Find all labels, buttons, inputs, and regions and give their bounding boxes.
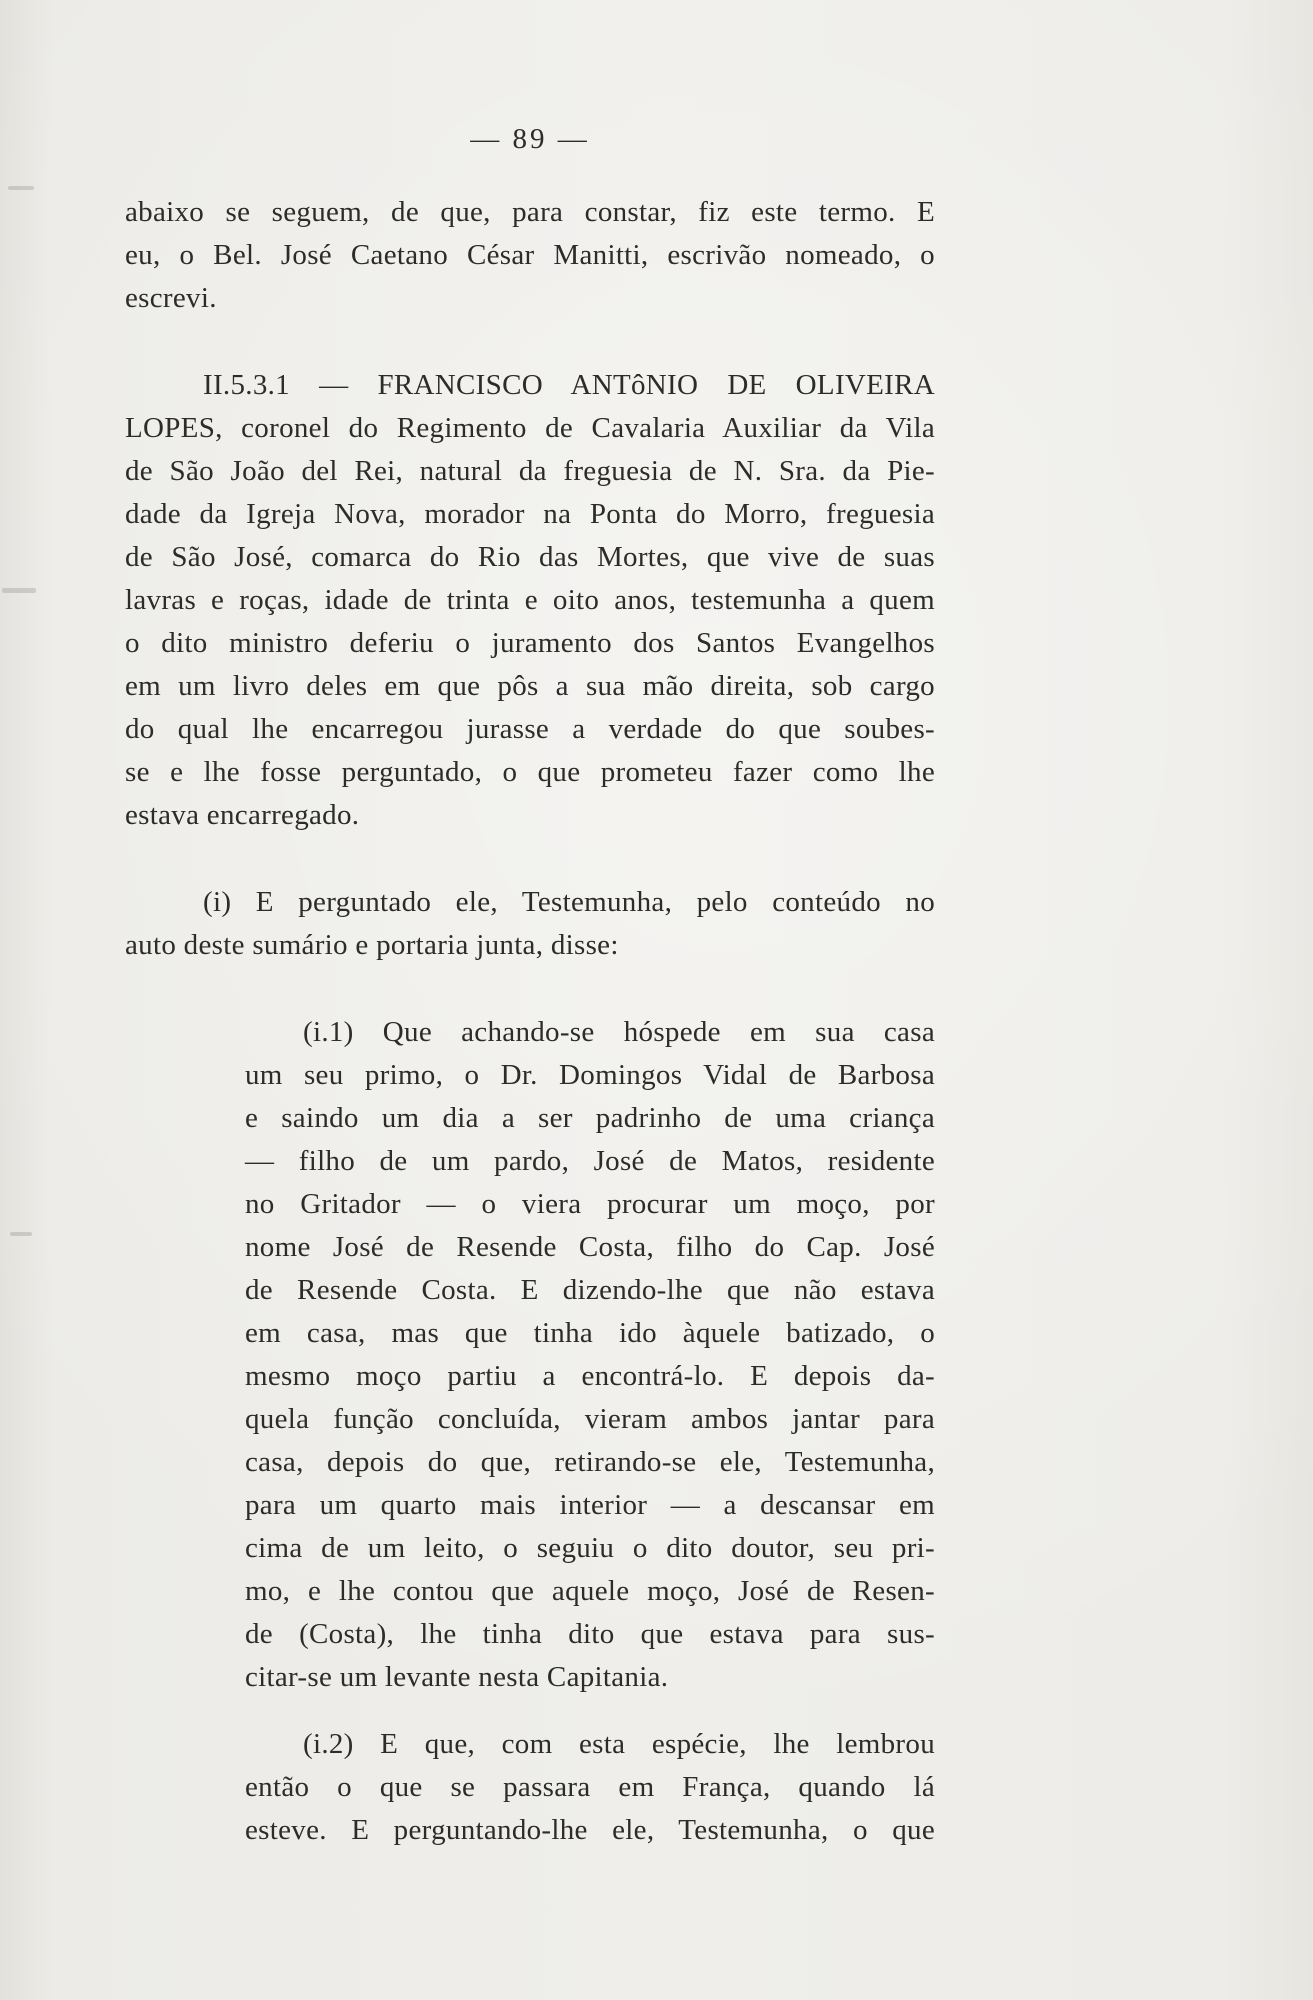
text-line: casa, depois do que, retirando-se ele, Testemunha, bbox=[245, 1446, 935, 1478]
text-column bbox=[125, 118, 935, 1852]
text-line: dade da Igreja Nova, morador na Ponta do Morro, freguesia bbox=[125, 498, 935, 530]
text-line: lavras e roças, idade de trinta e oito anos, testemunha a quem bbox=[125, 584, 935, 616]
text-line: mo, e lhe contou que aquele moço, José de Resen- bbox=[245, 1575, 935, 1607]
text-line: LOPES, coronel do Regimento de Cavalaria Auxiliar da Vila bbox=[125, 412, 935, 444]
text-line: (i) E perguntado ele, Testemunha, pelo conteúdo no bbox=[203, 886, 935, 918]
text-line: para um quarto mais interior — a descansar em bbox=[245, 1489, 935, 1521]
text-line: de São João del Rei, natural da freguesia de N. Sra. da Pie- bbox=[125, 455, 935, 487]
text-line: um seu primo, o Dr. Domingos Vidal de Barbosa bbox=[245, 1059, 935, 1091]
text-line: no Gritador — o viera procurar um moço, por bbox=[245, 1188, 935, 1220]
paragraph-i-2 bbox=[245, 1723, 935, 1852]
text-line: cima de um leito, o seguiu o dito doutor, seu pri- bbox=[245, 1532, 935, 1564]
text-line: em casa, mas que tinha ido àquele batizado, o bbox=[245, 1317, 935, 1349]
text-line: de Resende Costa. E dizendo-lhe que não estava bbox=[245, 1274, 935, 1306]
paragraph-ii-5-3-1 bbox=[125, 364, 935, 837]
text-line: em um livro deles em que pôs a sua mão direita, sob cargo bbox=[125, 670, 935, 702]
text-line: — filho de um pardo, José de Matos, residente bbox=[245, 1145, 935, 1177]
text-line: II.5.3.1 — FRANCISCO ANTôNIO DE OLIVEIRA bbox=[203, 369, 935, 401]
text-line: esteve. E perguntando-lhe ele, Testemunha, o que bbox=[245, 1814, 935, 1846]
text-line: de São José, comarca do Rio das Mortes, que vive de suas bbox=[125, 541, 935, 573]
page-number: — 89 — bbox=[470, 123, 590, 155]
text-line: estava encarregado. bbox=[125, 799, 360, 831]
text-line: e saindo um dia a ser padrinho de uma criança bbox=[245, 1102, 935, 1134]
text-line: (i.2) E que, com esta espécie, lhe lembrou bbox=[303, 1728, 935, 1760]
text-line: mesmo moço partiu a encontrá-lo. E depois da- bbox=[245, 1360, 935, 1392]
text-line: se e lhe fosse perguntado, o que prometeu fazer como lhe bbox=[125, 756, 935, 788]
scan-artifact bbox=[10, 1232, 32, 1236]
scan-artifact bbox=[8, 186, 34, 190]
text-line: escrevi. bbox=[125, 282, 217, 314]
text-line: abaixo se seguem, de que, para constar, fiz este termo. E bbox=[125, 196, 935, 228]
text-line: nome José de Resende Costa, filho do Cap. José bbox=[245, 1231, 935, 1263]
text-line: (i.1) Que achando-se hóspede em sua casa bbox=[303, 1016, 935, 1048]
paragraph-i bbox=[125, 881, 935, 967]
paragraph-i-1 bbox=[245, 1011, 935, 1699]
text-line: eu, o Bel. José Caetano César Manitti, escrivão nomeado, o bbox=[125, 239, 935, 271]
text-line: auto deste sumário e portaria junta, disse: bbox=[125, 929, 619, 961]
text-line: citar-se um levante nesta Capitania. bbox=[245, 1661, 669, 1693]
text-line: do qual lhe encarregou jurasse a verdade do que soubes- bbox=[125, 713, 935, 745]
text-line: de (Costa), lhe tinha dito que estava para sus- bbox=[245, 1618, 935, 1650]
scan-artifact bbox=[2, 588, 36, 593]
text-line: então o que se passara em França, quando lá bbox=[245, 1771, 935, 1803]
text-line: o dito ministro deferiu o juramento dos Santos Evangelhos bbox=[125, 627, 935, 659]
text-line: quela função concluída, vieram ambos jantar para bbox=[245, 1403, 935, 1435]
paragraph-continuation bbox=[125, 191, 935, 320]
